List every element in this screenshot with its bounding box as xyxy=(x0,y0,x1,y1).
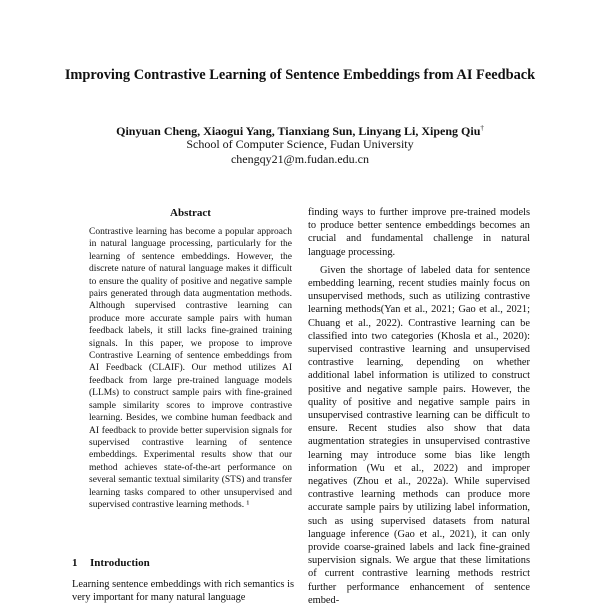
abstract-heading: Abstract xyxy=(170,207,211,219)
right-column-paragraph-2: Given the shortage of labeled data for sentence embedding learning, recent studies mainly focus on unsupervised methods, such as utilizing contrastive learning methods(Yan et al., 2021; Gao et al., 2021; Chuang et al., 2022). Contrastive learning can be classified into two categories (Khosla et al., 2020): supervised contrastive learning and unsupervised contrastive learning, depending on whether additional label information is utilized to construct positive and negative sample pairs. However, the quality of positive and negative sample pairs in unsupervised contrastive learning can be difficult to ensure. Recent studies also show that data augmentation strategies in unsupervised contrastive learning may introduce some bias like length information (Wu et al., 2022) and improper negatives (Zhou et al., 2022a). While supervised contrastive learning methods can produce more accurate sample pairs by utilizing label information, such as using supervised datasets from natural language inference (Gao et al., 2021), it can only provide coarse-grained labels and lack fine-grained supervision signals. We argue that these limitations of current contrastive learning methods restrict further performance enhancement of sentence embed- xyxy=(308,264,530,606)
right-column xyxy=(308,206,530,607)
abstract-column xyxy=(89,206,292,511)
author-affiliation: School of Computer Science, Fudan University xyxy=(186,137,414,151)
right-column-paragraph-1: finding ways to further improve pre-trained models to produce better sentence embeddings becomes an crucial and fundamental challenge in natural language processing. xyxy=(308,207,530,258)
author-list xyxy=(40,121,560,138)
section-title: Introduction xyxy=(90,557,150,569)
abstract-text: Contrastive learning has become a popular approach in natural language processing, particularly for the learning of sentence embeddings. However, the discrete nature of natural language makes it difficult to ensure the quality of positive and negative sample pairs generated through data augmentation methods. Although supervised contrastive learning can produce more accurate sample pairs with human feedback labels, it still lacks fine-grained training signals. In this paper, we propose to improve Contrastive Learning of sentence embeddings from AI Feedback (CLAIF). Our method utilizes AI feedback from large pre-trained language models (LLMs) to construct sample pairs with fine-grained sample similarity scores to improve contrastive learning. Besides, we combine human feedback and AI feedback to provide better supervision signals for supervised contrastive learning of sentence embeddings. Experimental results show that our method achieves state-of-the-art performance on several semantic textual similarity (STS) and transfer learning tasks compared to other unsupervised and supervised contrastive learning methods. ¹ xyxy=(89,227,292,510)
paper-title: Improving Contrastive Learning of Sentence Embeddings from AI Feedback xyxy=(64,67,536,83)
section-number: 1 xyxy=(72,557,78,569)
author-footnote-mark: † xyxy=(480,124,484,132)
section-heading-introduction xyxy=(72,556,292,570)
author-names: Qinyuan Cheng, Xiaogui Yang, Tianxiang Sun, Linyang Li, Xipeng Qiu xyxy=(116,124,481,138)
author-email: chengqy21@m.fudan.edu.cn xyxy=(230,152,369,166)
introduction-paragraph: Learning sentence embeddings with rich semantics is very important for many natural language xyxy=(72,579,294,604)
